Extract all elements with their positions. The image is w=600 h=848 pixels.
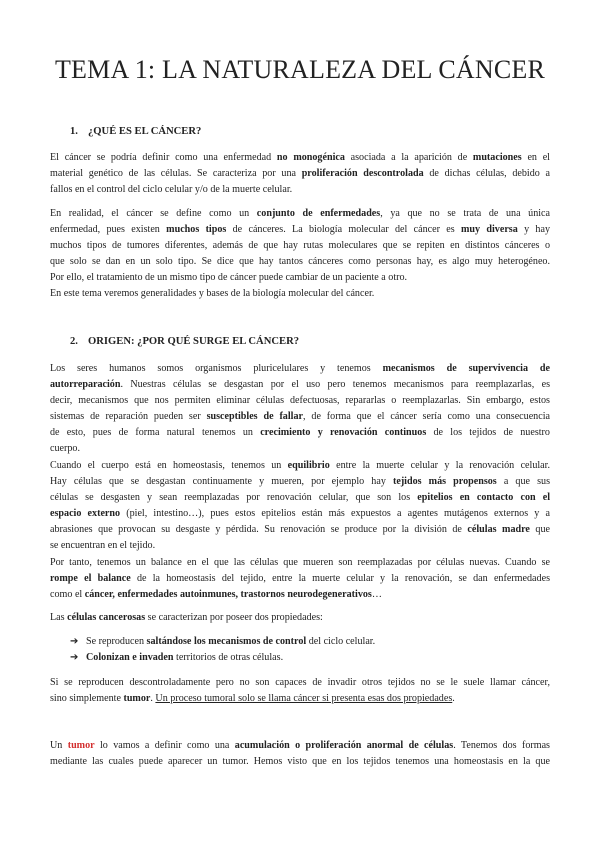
bold-text: tumor [123,693,151,704]
bold-text: no monogénica [276,152,345,163]
paragraph [50,206,550,286]
text: entre la muerte celular y la renovación celular. [329,460,550,471]
text: . [150,693,156,704]
paragraph [50,361,550,457]
text: … [371,589,382,600]
text: Por ello, el tratamiento de un mismo tipo de cáncer puede cambiar de un paciente a otro. [50,272,408,283]
text: de la homeostasis del tejido, entre la muerte celular y la renovación, se dan enfermedades [130,573,550,584]
paragraph [50,286,550,302]
bold-text: rompe el balance [50,573,131,584]
text: asociada a la aparición de [344,152,473,163]
paragraph [50,675,550,707]
paragraph [50,150,550,198]
text: mediante las cuales puede aparecer un tumor. Hemos visto que en los tejidos tenemos una homeostasis en la que [50,756,550,767]
bold-text: Colonizan e invaden [86,652,174,663]
text: cuerpo. [50,443,80,454]
section-2-heading [70,336,299,347]
text: Los seres humanos somos organismos pluricelulares y tenemos [50,363,383,374]
text: material genético de las células. Se caracteriza por una [50,168,302,179]
text: Se reproducen [86,636,147,647]
text: (piel, intestino…), pues estos epitelios están más expuestos a agentes mutágenos externos y a [120,508,550,519]
text: Cuando el cuerpo está en homeostasis, tenemos un [50,460,288,471]
section-title: ORIGEN: ¿POR QUÉ SURGE EL CÁNCER? [88,336,300,347]
text: Hay células que se desgastan continuamente y mueren, por ejemplo hay [50,476,393,487]
text: En realidad, el cáncer se define como un [50,208,257,219]
bold-text: acumulación o proliferación anormal de células [234,740,454,751]
bold-text: epitelios en contacto con el [417,492,551,503]
paragraph [50,555,550,603]
underlined-text: Un proceso tumoral solo se llama cáncer si presenta esas dos propiedades [155,693,453,704]
bold-text: proliferación descontrolada [301,168,424,179]
bold-text: autorreparación [50,379,121,390]
bold-text: células madre [467,524,530,535]
section-number: 1. [70,126,78,137]
bold-text: mutaciones [472,152,522,163]
bold-text: células cancerosas [67,612,146,623]
text: se caracterizan por poseer dos propiedades: [145,612,323,623]
text: , de forma que el cáncer sería como una consecuencia [303,411,550,422]
bold-text: muy diversa [461,224,518,235]
text: Por tanto, tenemos un balance en el que las células que mueren son reemplazadas por células nuevas. Cuando se [50,557,550,568]
bold-text: tejidos más propensos [392,476,497,487]
section-title: ¿QUÉ ES EL CÁNCER? [88,126,202,137]
text: sistemas de reparación pueden ser [50,411,207,422]
bold-text: mecanismos de supervivencia de [382,363,550,374]
text: fallos en el control del ciclo celular y/o de la muerte celular. [50,184,293,195]
text: de dichas células, debido a [423,168,550,179]
list-item [70,650,283,666]
text: se encuentran en el tejido. [50,540,156,551]
text: que solo se dan en un solo tipo. Se dice que hay tantos cánceres como personas hay, es algo muy heterogéneo. [50,256,550,267]
bold-text: saltándose los mecanismos de control [146,636,307,647]
bold-text: conjunto de enfermedades [256,208,381,219]
bold-text: cáncer, enfermedades autoinmunes, trastornos neurodegenerativos [84,589,372,600]
bold-text: susceptibles de fallar [206,411,303,422]
paragraph [50,610,550,626]
text: del ciclo celular. [306,636,376,647]
text: muchos tipos de tumores diferentes, además de que hay rutas moleculares que se repiten en distintos cánceres o [50,240,550,251]
page-title: TEMA 1: LA NATURALEZA DEL CÁNCER [54,55,546,84]
text: y hay [517,224,551,235]
bold-text: espacio externo [50,508,121,519]
bold-text: crecimiento y renovación continuos [260,427,427,438]
list-item [70,634,375,650]
text: de los tejidos de nuestro [426,427,550,438]
text: Un [50,740,68,751]
text: abrasiones que provocan su desgaste y pérdida. Su renovación se produce por la división de [50,524,468,535]
arrow-bullet-icon: ➔ [70,652,79,663]
text: . [452,693,455,704]
paragraph [50,458,550,554]
section-number: 2. [70,336,78,347]
text: sino simplemente [50,693,124,704]
text: que [529,524,550,535]
bold-text: equilibrio [287,460,330,471]
text: de cánceres. La biología molecular del cáncer es [226,224,461,235]
text: lo vamos a definir como una [94,740,235,751]
text: a que sus [496,476,550,487]
text: de esto, pues de forma natural tenemos un [50,427,261,438]
text: decir, mecanismos que nos permiten eliminar células defectuosas, repararlas o reemplazarlas. Sin embargo, estos [50,395,550,406]
text: territorios de otras células. [173,652,284,663]
text: Si se reproducen descontroladamente pero no son capaces de invadir otros tejidos no se le suele llamar cáncer, [50,677,550,688]
text: enfermedad, pues existen [50,224,167,235]
text: . Nuestras células se desgastan por el uso pero tenemos mecanismos para reemplazarlas, es [120,379,550,390]
text: . Tenemos dos formas [453,740,550,751]
text: En este tema veremos generalidades y bases de la biología molecular del cáncer. [50,288,375,299]
bold-text: muchos tipos [166,224,227,235]
text: , ya que no se trata de una única [380,208,551,219]
text: células se desgasten y sean reemplazadas por renovación celular, que son los [50,492,418,503]
paragraph [50,738,550,770]
text: como el [50,589,85,600]
text: Las [50,612,68,623]
section-1-heading [70,126,201,137]
text: El cáncer se podría definir como una enfermedad [50,152,277,163]
text: en el [521,152,550,163]
arrow-bullet-icon: ➔ [70,636,79,647]
highlighted-term: tumor [67,740,95,751]
